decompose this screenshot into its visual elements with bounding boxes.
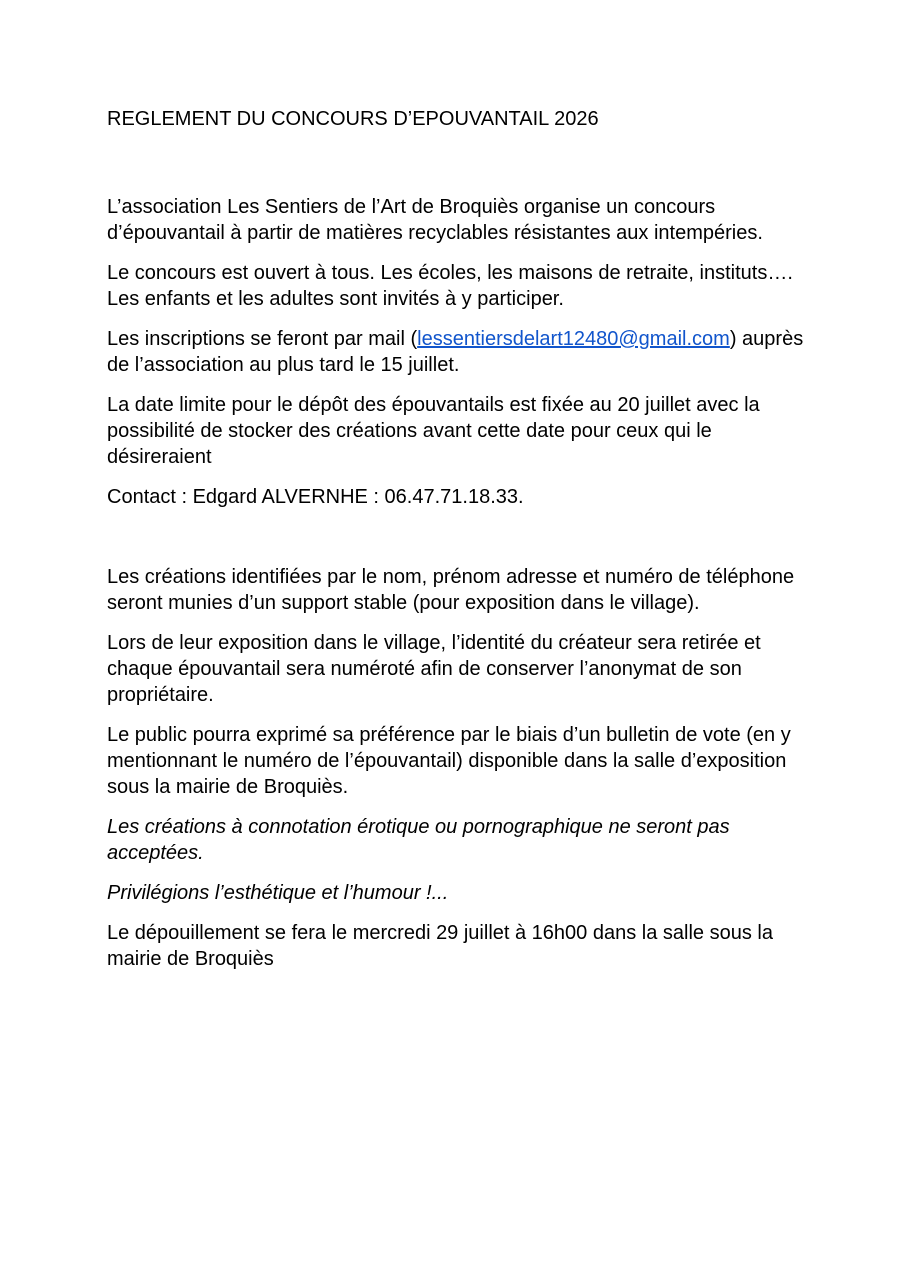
paragraph-esthetique: Privilégions l’esthétique et l’humour !... bbox=[107, 882, 449, 904]
paragraph-organisation: L’association Les Sentiers de l’Art de Broquiès organise un concours d’épouvantail à partir de matières recyclables résistantes aux intempéries. bbox=[107, 196, 763, 244]
paragraph-date-limite: La date limite pour le dépôt des épouvantails est fixée au 20 juillet avec la possibilité de stocker des créations avant cette date pour ceux qui le désireraient bbox=[107, 394, 760, 468]
paragraph-inscriptions bbox=[107, 326, 807, 378]
paragraph-vote: Le public pourra exprimé sa préférence par le biais d’un bulletin de vote (en y mentionnant le numéro de l’épouvantail) disponible dans la salle d’exposition sous la mairie de Broquiès. bbox=[107, 724, 791, 798]
document-page bbox=[107, 106, 807, 972]
email-link[interactable]: lessentiersdelart12480@gmail.com bbox=[417, 328, 730, 350]
paragraph-participation: Le concours est ouvert à tous. Les écoles, les maisons de retraite, instituts…. Les enfants et les adultes sont invités à y participer. bbox=[107, 262, 793, 310]
inscriptions-text-after: ) auprès de l’association au plus tard le 15 juillet. bbox=[107, 328, 804, 376]
paragraph-contact: Contact : Edgard ALVERNHE : 06.47.71.18.33. bbox=[107, 486, 524, 508]
document-title: REGLEMENT DU CONCOURS D’EPOUVANTAIL 2026 bbox=[107, 108, 599, 130]
paragraph-anonymat: Lors de leur exposition dans le village, l’identité du créateur sera retirée et chaque épouvantail sera numéroté afin de conserver l’anonymat de son propriétaire. bbox=[107, 632, 761, 706]
paragraph-depouillement: Le dépouillement se fera le mercredi 29 juillet à 16h00 dans la salle sous la mairie de Broquiès bbox=[107, 922, 773, 970]
paragraph-identification: Les créations identifiées par le nom, prénom adresse et numéro de téléphone seront munies d’un support stable (pour exposition dans le village). bbox=[107, 566, 795, 614]
paragraph-restriction: Les créations à connotation érotique ou pornographique ne seront pas acceptées. bbox=[107, 816, 730, 864]
inscriptions-text-before: Les inscriptions se feront par mail ( bbox=[107, 328, 418, 350]
